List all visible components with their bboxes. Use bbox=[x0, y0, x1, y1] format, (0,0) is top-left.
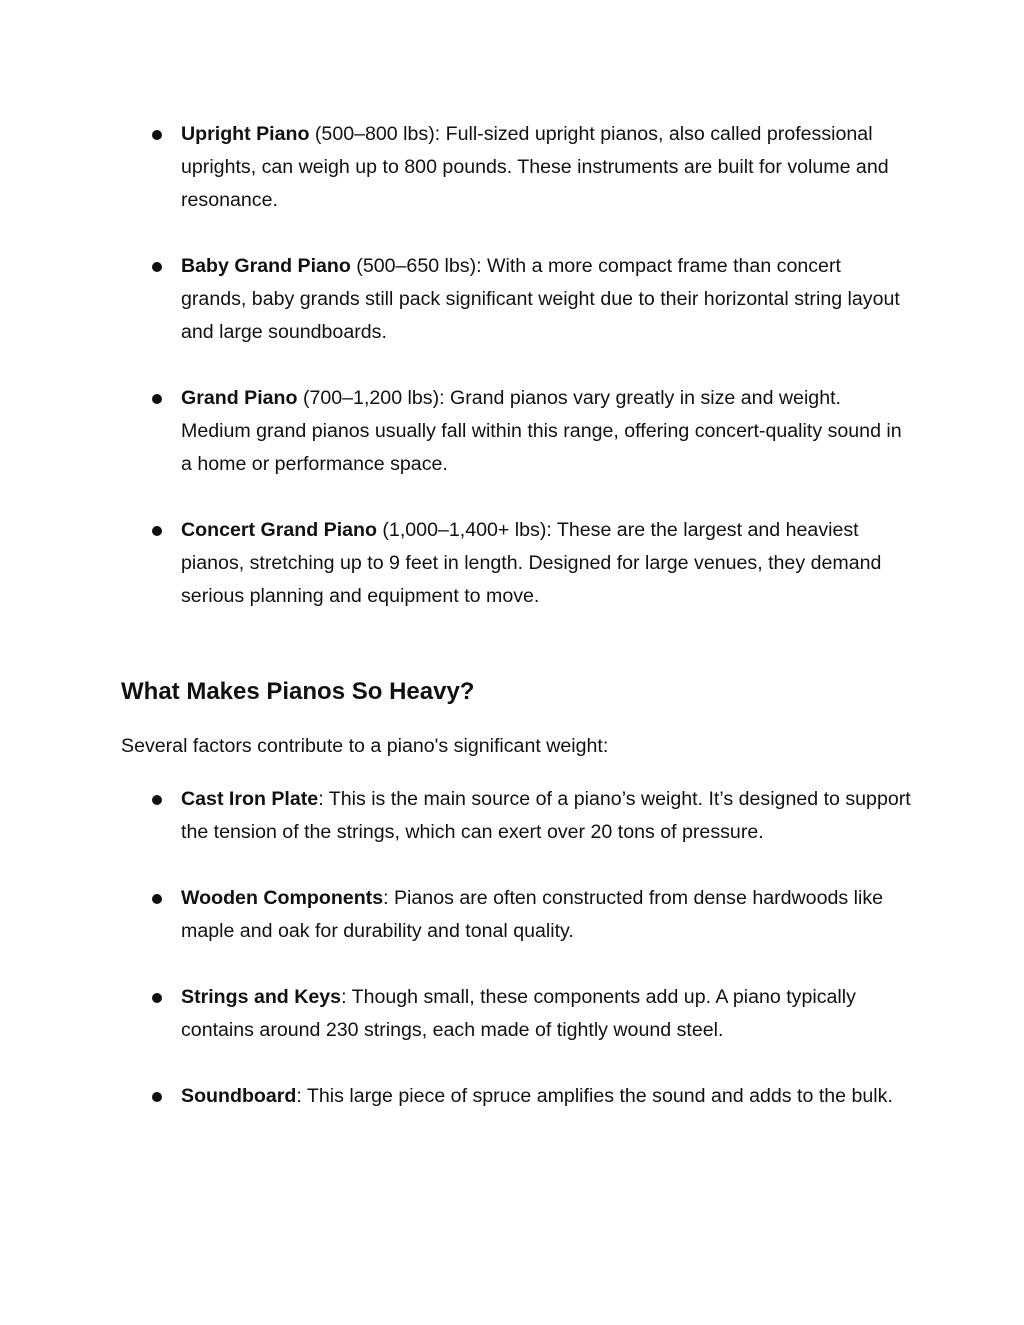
list-item-text: : This is the main source of a piano’s weight. It’s designed to support the tension of the strings, which can exert over 20 tons of pressure. bbox=[181, 788, 911, 843]
list-item bbox=[121, 514, 911, 613]
bullet-icon bbox=[152, 394, 162, 404]
list-item-term: Grand Piano bbox=[181, 387, 298, 409]
list-item bbox=[121, 250, 911, 349]
section-intro-wrap bbox=[121, 730, 911, 763]
list-item-text: (700–1,200 lbs): Grand pianos vary greatly in size and weight. Medium grand pianos usually fall within this range, offering concert-quality sound in a home or performance space. bbox=[181, 387, 902, 475]
bullet-icon bbox=[152, 526, 162, 536]
bullet-icon bbox=[152, 1092, 162, 1102]
list-item bbox=[121, 382, 911, 481]
section-intro: Several factors contribute to a piano's significant weight: bbox=[121, 735, 609, 757]
bullet-icon bbox=[152, 795, 162, 805]
list-item-text: : This large piece of spruce amplifies the sound and adds to the bulk. bbox=[296, 1085, 893, 1107]
bullet-icon bbox=[152, 894, 162, 904]
list-item-term: Wooden Components bbox=[181, 887, 384, 909]
section-heading-wrap bbox=[121, 675, 911, 709]
list-item-text: : Though small, these components add up. A piano typically contains around 230 strings, each made of tightly wound steel. bbox=[181, 986, 856, 1041]
list-item-term: Baby Grand Piano bbox=[181, 255, 351, 277]
list-item-term: Soundboard bbox=[181, 1085, 297, 1107]
list-item-text: (500–800 lbs): Full-sized upright pianos, also called professional uprights, can weigh up to 800 pounds. These instruments are built for volume and resonance. bbox=[181, 123, 889, 211]
list-item bbox=[121, 783, 911, 849]
list-item-term: Strings and Keys bbox=[181, 986, 342, 1008]
list-item-term: Concert Grand Piano bbox=[181, 519, 377, 541]
document-content bbox=[121, 118, 911, 1113]
section-heading: What Makes Pianos So Heavy? bbox=[121, 678, 475, 705]
list-item bbox=[121, 118, 911, 217]
list-item-term: Upright Piano bbox=[181, 123, 310, 145]
bullet-icon bbox=[152, 993, 162, 1003]
bullet-icon bbox=[152, 130, 162, 140]
list-item-text: (1,000–1,400+ lbs): These are the largest and heaviest pianos, stretching up to 9 feet in length. Designed for large venues, they demand serious planning and equipment to move. bbox=[181, 519, 882, 607]
list-item bbox=[121, 981, 911, 1047]
weight-factors-list bbox=[121, 783, 911, 1113]
list-item-term: Cast Iron Plate bbox=[181, 788, 319, 810]
piano-types-list bbox=[121, 118, 911, 613]
list-item bbox=[121, 882, 911, 948]
list-item bbox=[121, 1080, 911, 1113]
bullet-icon bbox=[152, 262, 162, 272]
list-item-text: (500–650 lbs): With a more compact frame than concert grands, baby grands still pack significant weight due to their horizontal string layout and large soundboards. bbox=[181, 255, 900, 343]
list-item-text: : Pianos are often constructed from dense hardwoods like maple and oak for durability and tonal quality. bbox=[181, 887, 884, 942]
